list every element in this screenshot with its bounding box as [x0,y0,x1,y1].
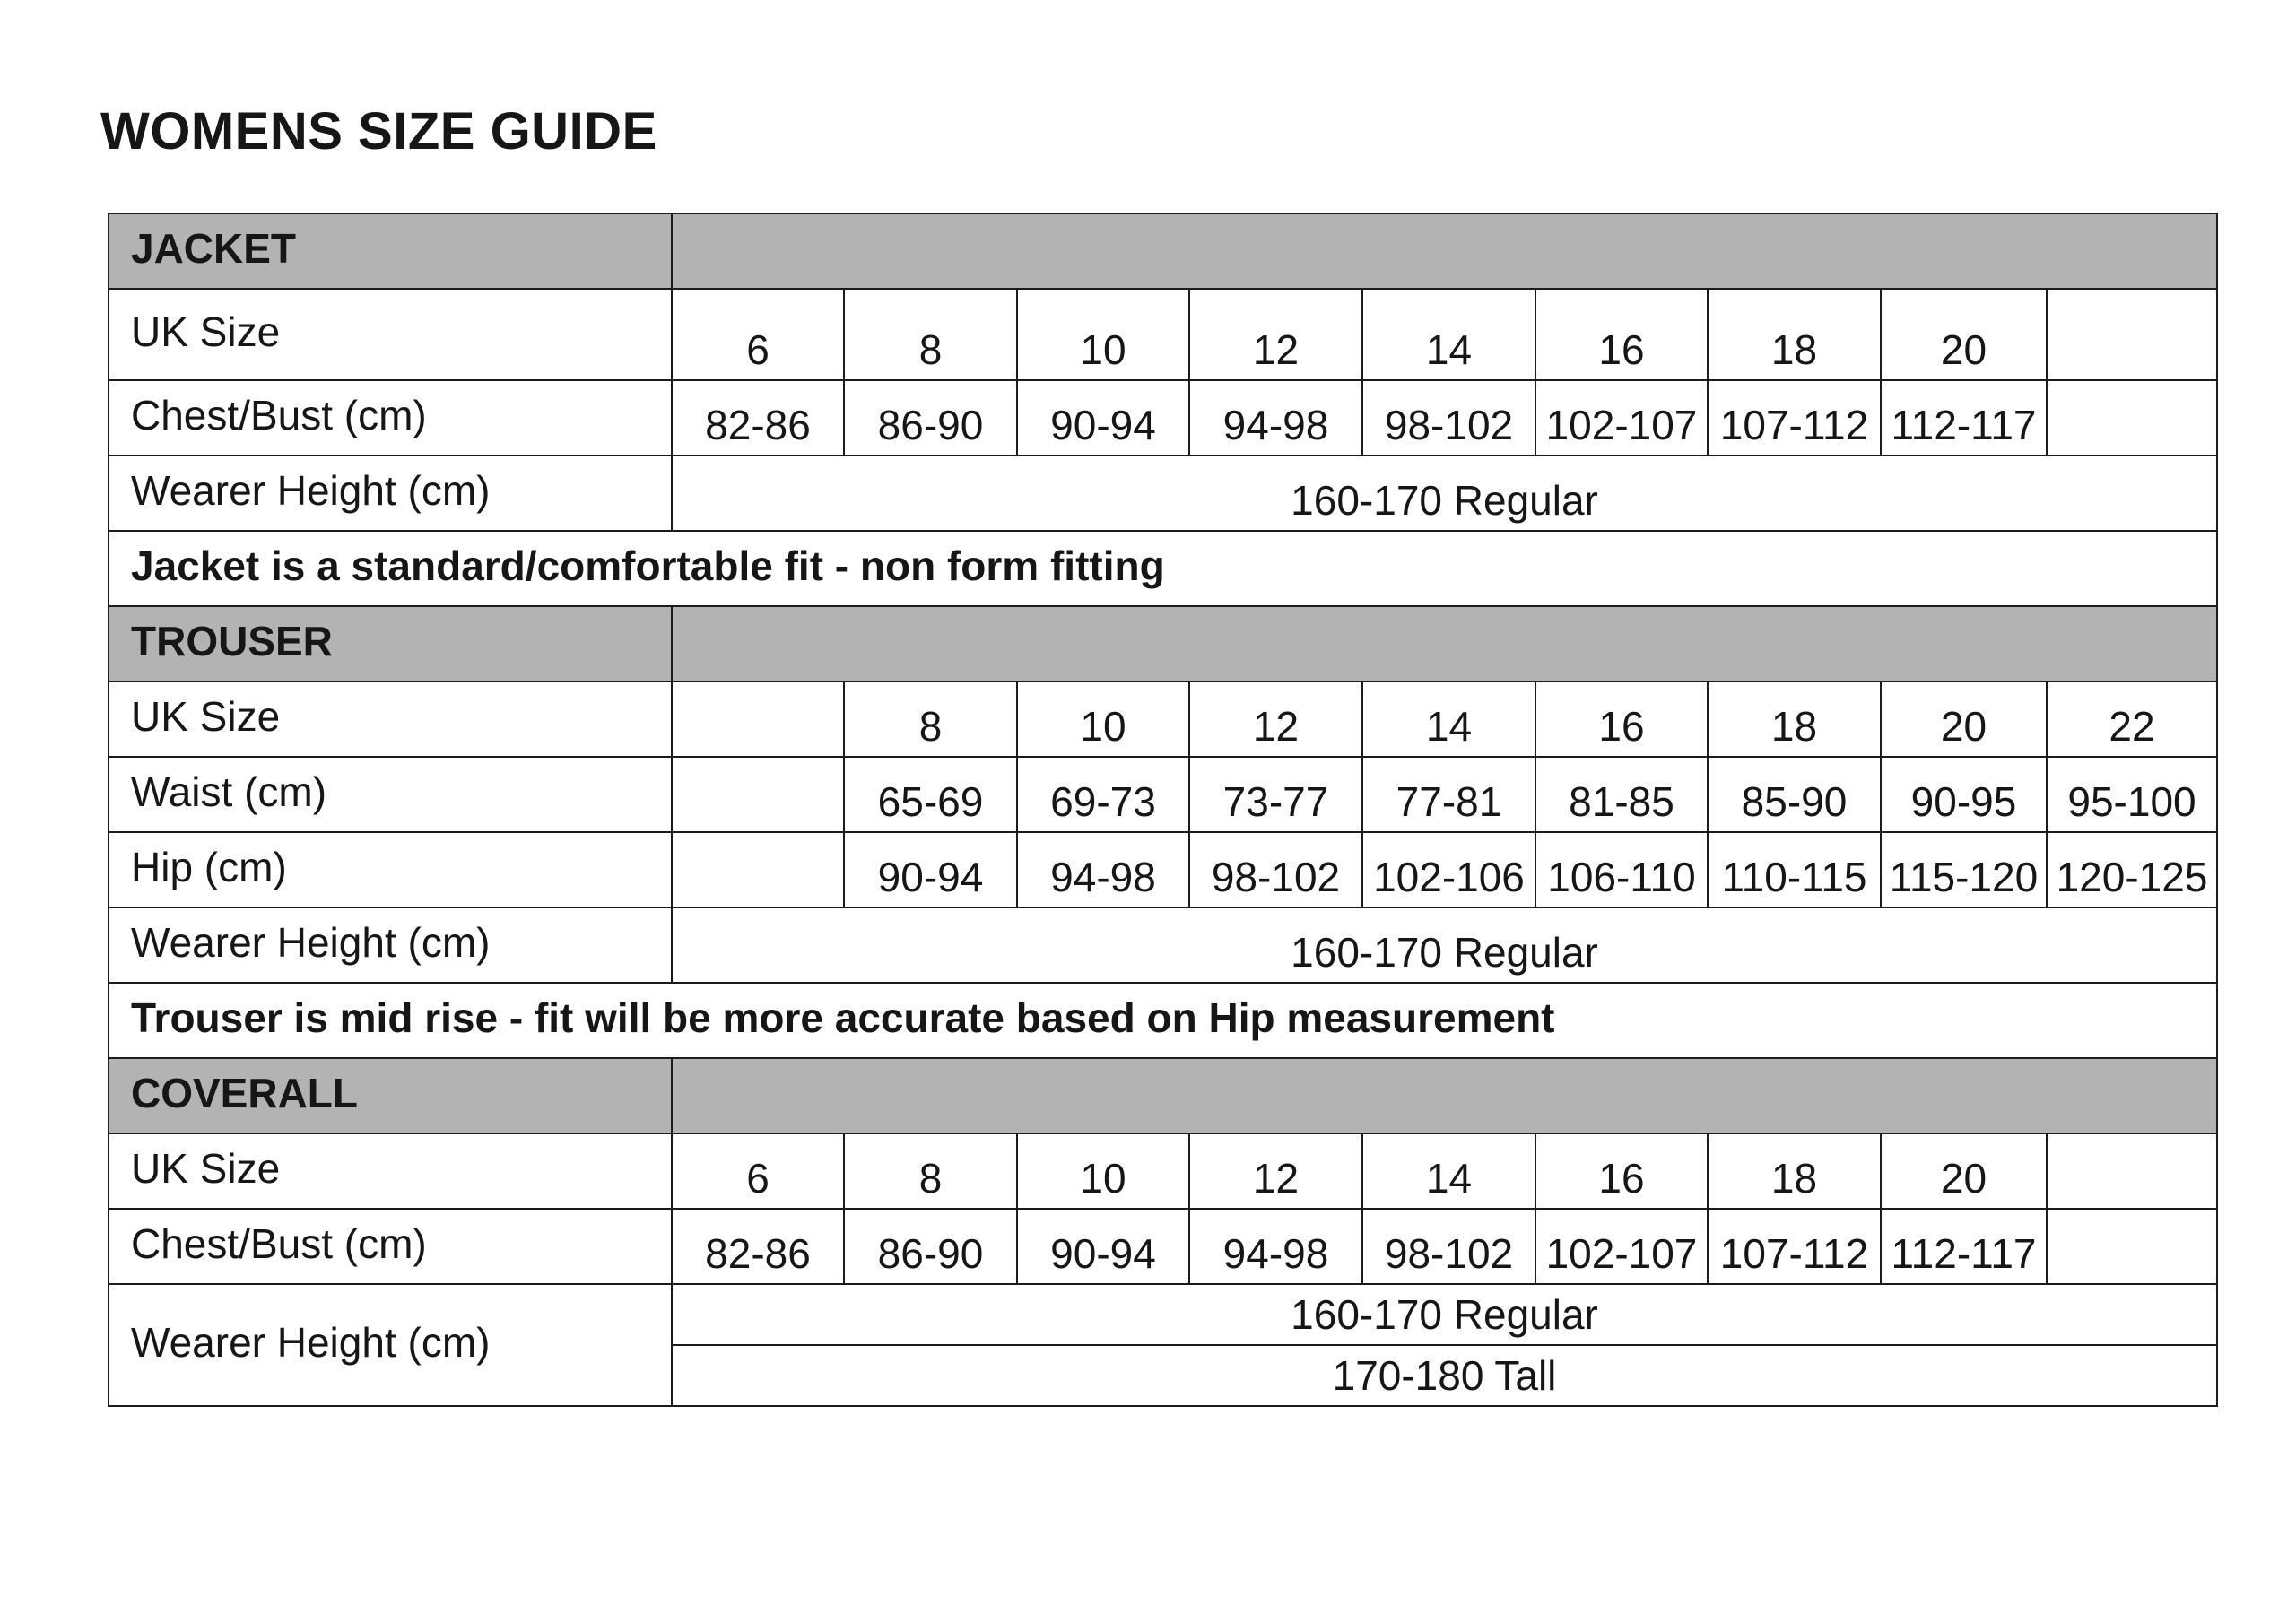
size-cell: 16 [1535,289,1708,380]
empty-cell [2047,289,2217,380]
measurement-cell: 73-77 [1189,757,1362,832]
trouser-fit-note: Trouser is mid rise - fit will be more accurate based on Hip measurement [109,983,2217,1058]
measurement-cell: 65-69 [844,757,1017,832]
size-cell: 12 [1189,681,1362,757]
size-guide-table [108,213,2218,1407]
height-value: 160-170 Regular [672,907,2217,983]
measurement-cell: 102-107 [1535,380,1708,456]
jacket-height-row [109,456,2217,531]
trouser-waist-row [109,757,2217,832]
measurement-cell: 98-102 [1189,832,1362,907]
height-value-tall: 170-180 Tall [672,1345,2217,1406]
height-value-regular: 160-170 Regular [672,1284,2217,1345]
measurement-cell: 107-112 [1708,1209,1881,1284]
trouser-note-row [109,983,2217,1058]
row-label: UK Size [109,681,672,757]
measurement-cell: 110-115 [1708,832,1881,907]
section-header-fill [672,606,2217,681]
size-cell: 10 [1017,1133,1189,1209]
empty-cell [672,832,844,907]
jacket-chest-row [109,380,2217,456]
size-cell: 8 [844,1133,1017,1209]
measurement-cell: 112-117 [1881,380,2047,456]
row-label: Wearer Height (cm) [109,1284,672,1406]
size-cell: 12 [1189,1133,1362,1209]
empty-cell [2047,1209,2217,1284]
jacket-note-row [109,531,2217,606]
coverall-height-row [109,1284,2217,1345]
size-cell: 16 [1535,1133,1708,1209]
size-cell: 18 [1708,289,1881,380]
empty-cell [672,681,844,757]
measurement-cell: 81-85 [1535,757,1708,832]
size-cell: 20 [1881,289,2047,380]
measurement-cell: 90-94 [844,832,1017,907]
height-value: 160-170 Regular [672,456,2217,531]
size-cell: 18 [1708,681,1881,757]
measurement-cell: 85-90 [1708,757,1881,832]
section-header-fill [672,213,2217,289]
measurement-cell: 82-86 [672,380,844,456]
measurement-cell: 94-98 [1189,380,1362,456]
measurement-cell: 82-86 [672,1209,844,1284]
size-cell: 14 [1362,1133,1535,1209]
trouser-height-row [109,907,2217,983]
coverall-uk-size-row [109,1133,2217,1209]
jacket-section-header [109,213,2217,289]
coverall-section-label: COVERALL [109,1058,672,1133]
row-label: UK Size [109,289,672,380]
size-cell: 16 [1535,681,1708,757]
measurement-cell: 94-98 [1017,832,1189,907]
row-label: Chest/Bust (cm) [109,1209,672,1284]
measurement-cell: 86-90 [844,380,1017,456]
trouser-section-label: TROUSER [109,606,672,681]
measurement-cell: 90-94 [1017,380,1189,456]
size-cell: 14 [1362,289,1535,380]
row-label: UK Size [109,1133,672,1209]
size-cell: 12 [1189,289,1362,380]
row-label: Chest/Bust (cm) [109,380,672,456]
size-cell: 6 [672,1133,844,1209]
measurement-cell: 90-95 [1881,757,2047,832]
measurement-cell: 90-94 [1017,1209,1189,1284]
measurement-cell: 107-112 [1708,380,1881,456]
measurement-cell: 102-107 [1535,1209,1708,1284]
measurement-cell: 86-90 [844,1209,1017,1284]
coverall-section-header [109,1058,2217,1133]
jacket-fit-note: Jacket is a standard/comfortable fit - non form fitting [109,531,2217,606]
measurement-cell: 69-73 [1017,757,1189,832]
page-title: WOMENS SIZE GUIDE [100,102,657,161]
measurement-cell: 112-117 [1881,1209,2047,1284]
measurement-cell: 94-98 [1189,1209,1362,1284]
empty-cell [672,757,844,832]
measurement-cell: 95-100 [2047,757,2217,832]
jacket-uk-size-row [109,289,2217,380]
measurement-cell: 102-106 [1362,832,1535,907]
coverall-chest-row [109,1209,2217,1284]
size-cell: 10 [1017,289,1189,380]
size-cell: 10 [1017,681,1189,757]
measurement-cell: 98-102 [1362,1209,1535,1284]
measurement-cell: 106-110 [1535,832,1708,907]
size-cell: 20 [1881,1133,2047,1209]
size-cell: 14 [1362,681,1535,757]
size-cell: 6 [672,289,844,380]
size-cell: 22 [2047,681,2217,757]
row-label: Wearer Height (cm) [109,456,672,531]
measurement-cell: 98-102 [1362,380,1535,456]
trouser-uk-size-row [109,681,2217,757]
size-cell: 18 [1708,1133,1881,1209]
measurement-cell: 77-81 [1362,757,1535,832]
row-label: Hip (cm) [109,832,672,907]
trouser-hip-row [109,832,2217,907]
size-cell: 8 [844,289,1017,380]
jacket-section-label: JACKET [109,213,672,289]
empty-cell [2047,1133,2217,1209]
row-label: Waist (cm) [109,757,672,832]
measurement-cell: 115-120 [1881,832,2047,907]
row-label: Wearer Height (cm) [109,907,672,983]
measurement-cell: 120-125 [2047,832,2217,907]
size-cell: 8 [844,681,1017,757]
section-header-fill [672,1058,2217,1133]
trouser-section-header [109,606,2217,681]
size-cell: 20 [1881,681,2047,757]
empty-cell [2047,380,2217,456]
